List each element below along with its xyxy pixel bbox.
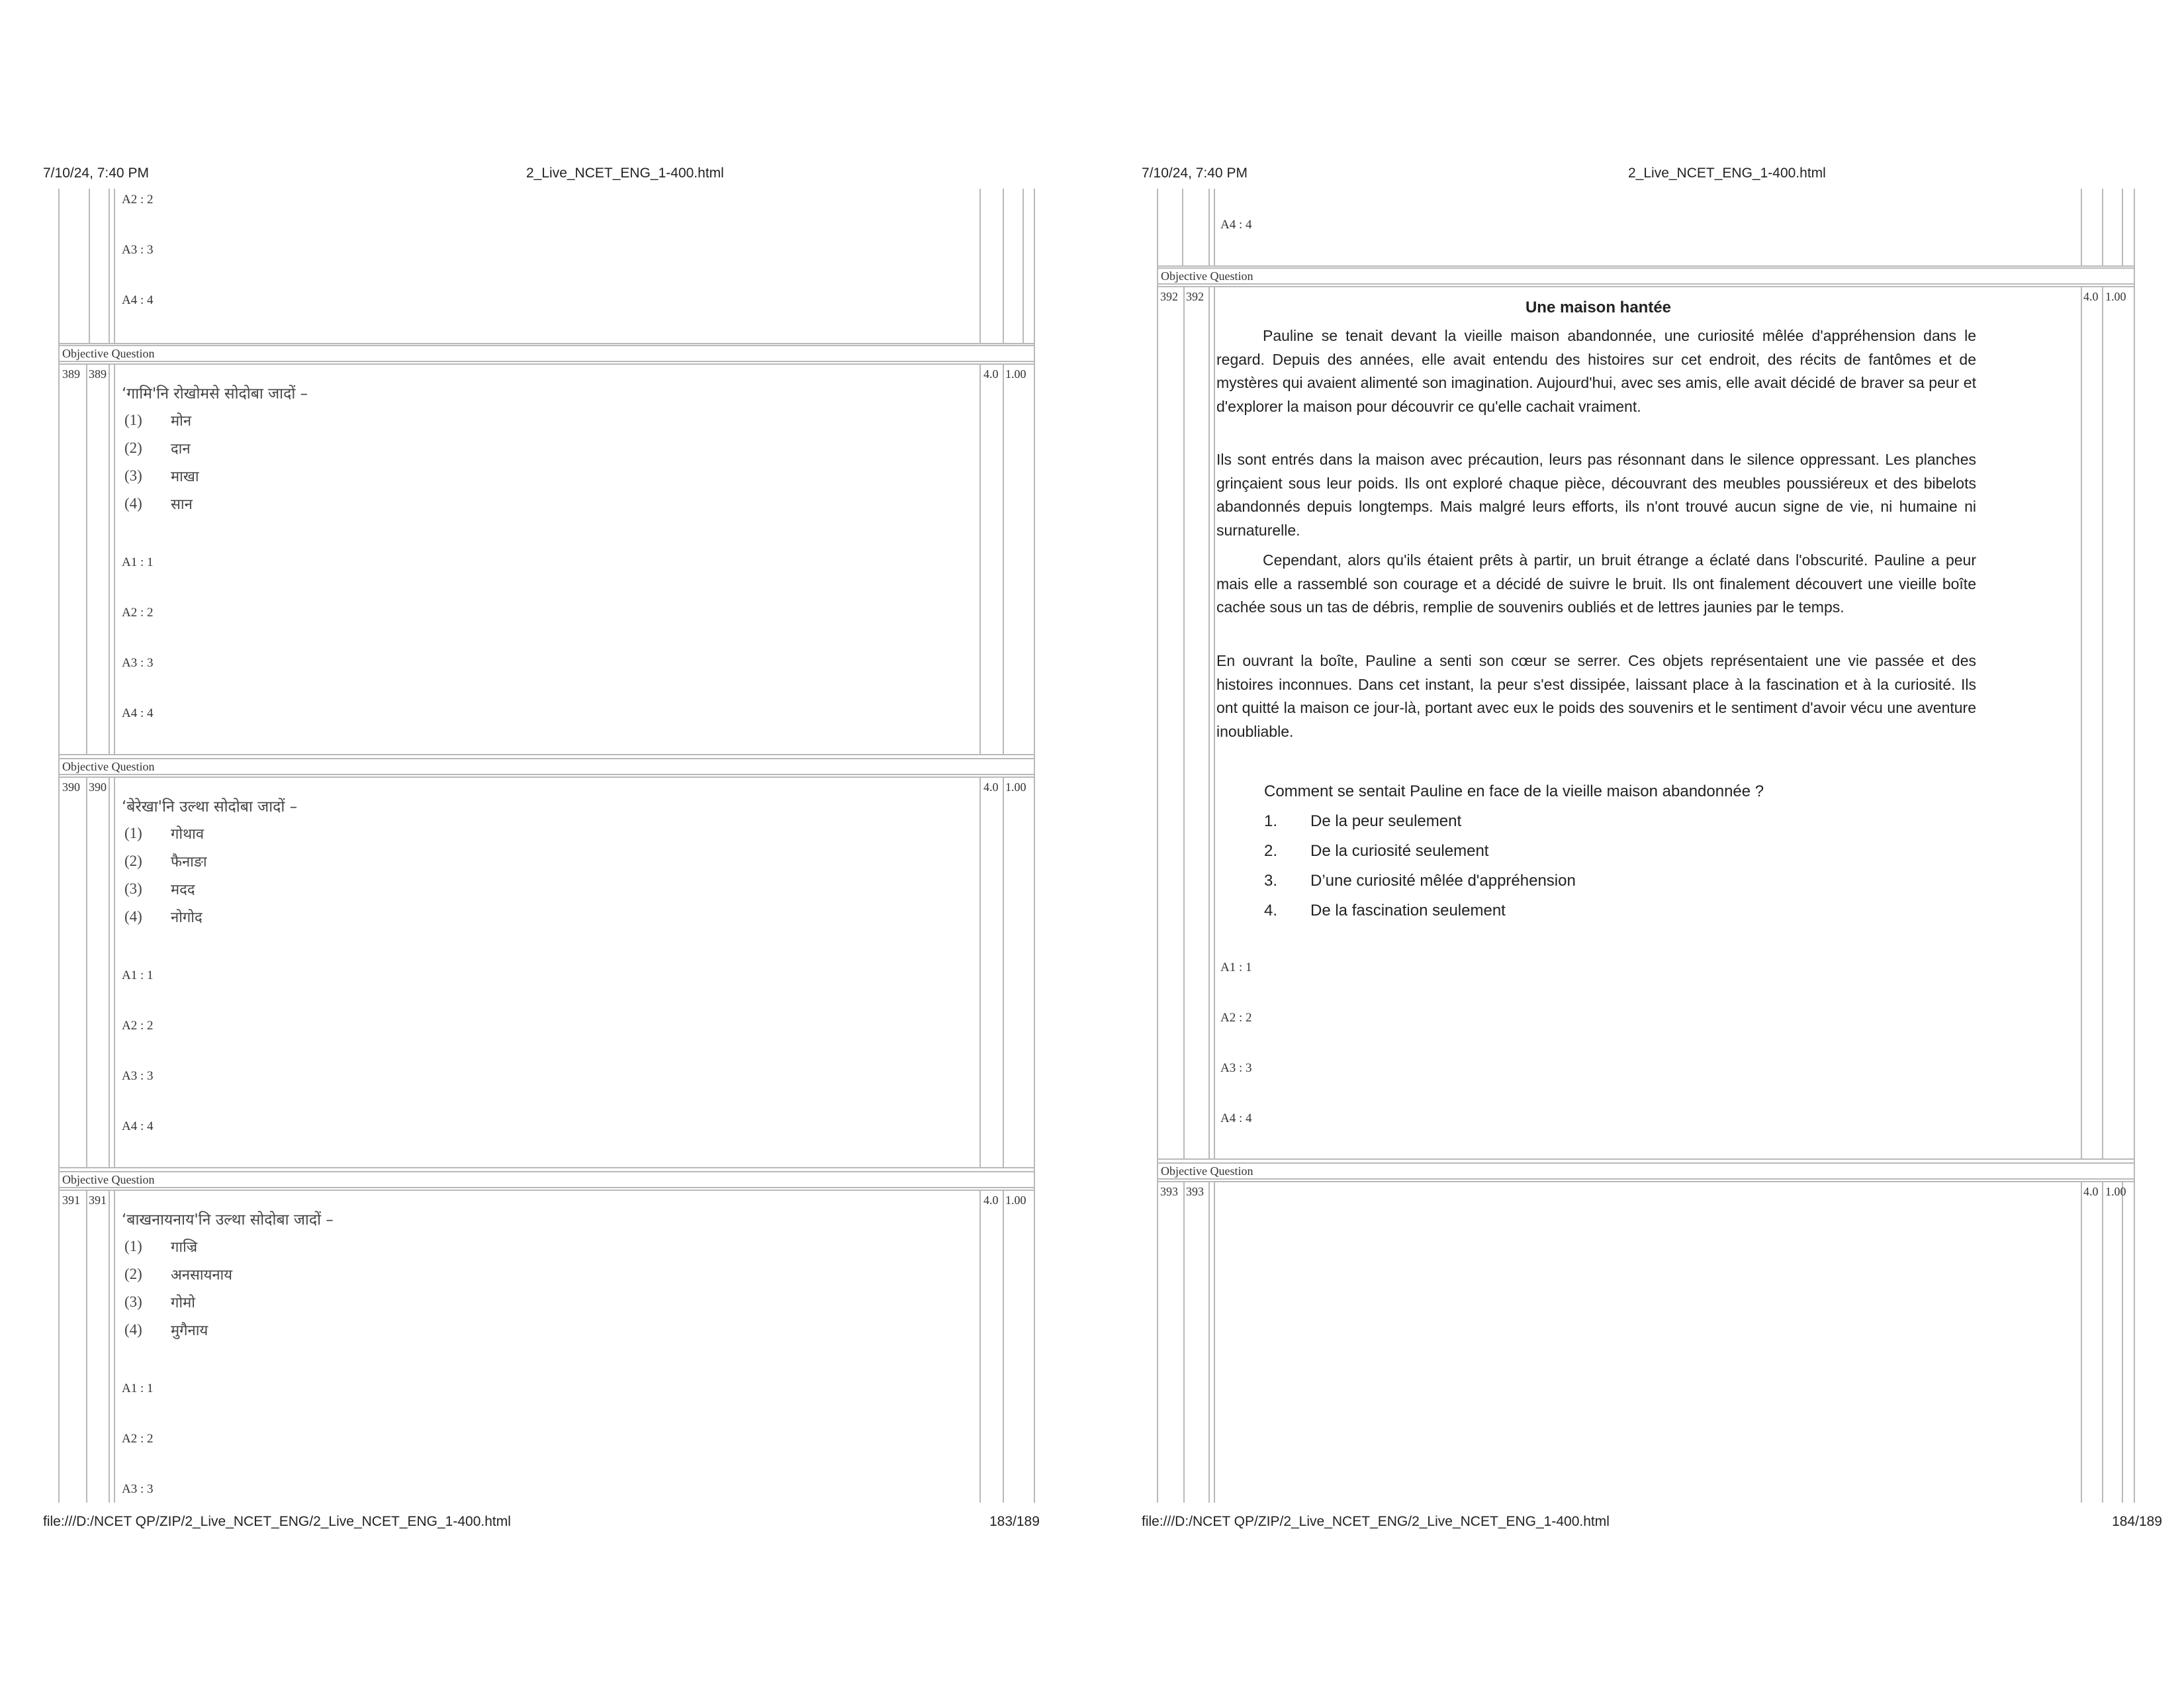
option-text: अनसायनाय xyxy=(171,1267,233,1284)
question-type-row xyxy=(1157,1162,2135,1180)
answer-label: A1 : 1 xyxy=(122,555,154,569)
table-border xyxy=(1214,189,1215,267)
question-marks: 4.0 xyxy=(983,1194,999,1207)
question-marks: 4.0 xyxy=(983,780,999,794)
table-border xyxy=(979,1190,981,1503)
table-border xyxy=(1157,265,2135,267)
table-border xyxy=(2102,286,2103,1160)
option-number: (4) xyxy=(124,908,142,925)
answer-label: A4 : 4 xyxy=(1220,218,1252,232)
page-header-title: 2_Live_NCET_ENG_1-400.html xyxy=(526,165,724,181)
answer-label: A4 : 4 xyxy=(122,706,154,720)
table-border xyxy=(109,363,110,755)
table-border xyxy=(114,776,115,1168)
table-border xyxy=(109,1190,110,1503)
question-type-row xyxy=(1157,267,2135,285)
table-border xyxy=(1003,1190,1004,1503)
option-number: 3. xyxy=(1264,872,1278,890)
answer-label: A1 : 1 xyxy=(122,968,154,982)
option-number: (2) xyxy=(124,853,142,869)
table-border xyxy=(89,189,90,344)
table-border xyxy=(979,776,981,1168)
table-border xyxy=(1183,286,1185,1160)
question-negative-marks: 1.00 xyxy=(2105,290,2126,303)
option-number: (4) xyxy=(124,1321,142,1338)
option-number: (2) xyxy=(124,440,142,456)
question-id: 389 xyxy=(89,367,107,381)
option-number: 4. xyxy=(1264,902,1278,919)
passage-title: Une maison hantée xyxy=(1525,299,1672,316)
question-number: 390 xyxy=(62,780,80,794)
question-row xyxy=(58,363,1035,755)
answer-label: A3 : 3 xyxy=(122,1069,154,1083)
question-type-row xyxy=(58,1171,1035,1188)
question-marks: 4.0 xyxy=(2083,290,2099,303)
table-border xyxy=(58,1190,1035,1191)
answer-label: A2 : 2 xyxy=(122,1432,154,1446)
question-type-label: Objective Question xyxy=(62,1173,155,1186)
question-marks: 4.0 xyxy=(983,367,999,381)
table-border xyxy=(1003,776,1004,1168)
option-text: De la fascination seulement xyxy=(1310,902,1506,919)
option-text: मदद xyxy=(171,882,195,898)
option-text: गोथाव xyxy=(171,826,205,843)
table-border xyxy=(58,343,1035,344)
question-text: ‘गामि'नि रोखोमसे सोदोबा जादों – xyxy=(122,385,308,402)
answer-label: A3 : 3 xyxy=(122,1482,154,1496)
table-border xyxy=(2081,189,2082,267)
question-type-label: Objective Question xyxy=(62,760,155,773)
page-footer-number: 183/189 xyxy=(989,1514,1040,1529)
question-type-label: Objective Question xyxy=(1161,269,1253,283)
question-marks: 4.0 xyxy=(2083,1185,2099,1198)
table-border xyxy=(979,363,981,755)
option-text: नोगोद xyxy=(171,910,203,926)
table-border xyxy=(114,363,115,755)
passage-paragraph: Ils sont entrés dans la maison avec précaution, leurs pas résonnant dans le silence oppressant. Les planches grinçaient sous leur poids. Ils ont exploré chaque pièce, découvrant des meubles poussiéreux et des bibelots abandonnés depuis longtemps. Mais malgré leurs efforts, ils n'ont trouvé aucun signe de vie, ni humaine ni surnaturelle. xyxy=(1216,451,1976,539)
question-number: 389 xyxy=(62,367,80,381)
question-negative-marks: 1.00 xyxy=(1005,1194,1026,1207)
option-number: (2) xyxy=(124,1266,142,1282)
table-border xyxy=(1208,1181,1210,1503)
option-number: (1) xyxy=(124,412,142,428)
option-number: (1) xyxy=(124,1238,142,1254)
table-border xyxy=(2122,189,2123,267)
option-number: (3) xyxy=(124,467,142,484)
question-number: 393 xyxy=(1160,1185,1178,1198)
answer-label: A1 : 1 xyxy=(122,1382,154,1395)
passage-paragraph: Pauline se tenait devant la vieille maison abandonnée, une curiosité mêlée d'appréhension dans le regard. Depuis des années, elle avait entendu des histoires sur cet endroit, des récits de fantômes et de mystères qui avaient alimenté son imagination. Aujourd'hui, avec ses amis, elle avait décidé de braver sa peur et d'explorer la maison pour découvrir ce qu'elle cachait vraiment. xyxy=(1216,327,1976,415)
table-border xyxy=(109,776,110,1168)
question-number: 392 xyxy=(1160,290,1178,303)
answer-label: A3 : 3 xyxy=(1220,1061,1252,1075)
answer-label: A2 : 2 xyxy=(122,193,154,207)
table-border xyxy=(86,776,87,1168)
question-negative-marks: 1.00 xyxy=(1005,780,1026,794)
answer-label: A2 : 2 xyxy=(122,606,154,620)
table-border xyxy=(114,1190,115,1503)
page-footer-number: 184/189 xyxy=(2112,1514,2162,1529)
passage-paragraph: En ouvrant la boîte, Pauline a senti son cœur se serrer. Ces objets représentaient une vie passée et des histoires inconnues. Dans cet instant, la peur s'est dissipée, laissant place à la fascination et à la curiosité. Ils ont quitté la maison ce jour-là, portant avec eux le poids des souvenirs et le sentiment d'avoir vécu une aventure inoubliable. xyxy=(1216,652,1976,740)
option-text: माखा xyxy=(171,469,199,485)
question-type-label: Objective Question xyxy=(62,347,155,360)
answer-label: A3 : 3 xyxy=(122,243,154,257)
page-header-datetime: 7/10/24, 7:40 PM xyxy=(43,165,149,181)
option-number: (1) xyxy=(124,825,142,841)
table-border xyxy=(1214,286,1215,1160)
table-border xyxy=(86,363,87,755)
page-footer-path: file:///D:/NCET QP/ZIP/2_Live_NCET_ENG/2_Live_NCET_ENG_1-400.html xyxy=(43,1514,511,1529)
answer-label: A4 : 4 xyxy=(122,1119,154,1133)
option-text: De la peur seulement xyxy=(1310,812,1462,830)
question-type-label: Objective Question xyxy=(1161,1164,1253,1178)
option-text: दान xyxy=(171,441,191,457)
question-id: 391 xyxy=(89,1194,107,1207)
option-text: फैनाङा xyxy=(171,854,207,870)
table-border xyxy=(1183,1181,1185,1503)
answer-label: A2 : 2 xyxy=(122,1019,154,1033)
option-text: मोन xyxy=(171,413,192,430)
page-footer-path: file:///D:/NCET QP/ZIP/2_Live_NCET_ENG/2_Live_NCET_ENG_1-400.html xyxy=(1142,1514,1610,1529)
table-border xyxy=(2081,1181,2082,1503)
page-header-datetime: 7/10/24, 7:40 PM xyxy=(1142,165,1248,181)
option-text: गोमो xyxy=(171,1295,195,1311)
answer-label: A3 : 3 xyxy=(122,656,154,670)
table-border xyxy=(2102,1181,2103,1503)
page-header-title: 2_Live_NCET_ENG_1-400.html xyxy=(1628,165,1826,181)
table-border xyxy=(1182,189,1183,267)
table-border xyxy=(1208,189,1210,267)
option-number: (3) xyxy=(124,880,142,897)
table-border xyxy=(1003,363,1004,755)
table-border xyxy=(1157,1181,2135,1182)
option-number: (4) xyxy=(124,495,142,512)
question-row xyxy=(58,776,1035,1168)
option-text: D’une curiosité mêlée d'appréhension xyxy=(1310,872,1576,890)
table-border xyxy=(1214,1181,1215,1503)
question-type-row xyxy=(58,345,1035,362)
table-border xyxy=(2102,189,2103,267)
question-text: Comment se sentait Pauline en face de la vieille maison abandonnée ? xyxy=(1264,782,1764,800)
question-id: 392 xyxy=(1186,290,1204,303)
question-negative-marks: 1.00 xyxy=(2105,1185,2126,1198)
table-border xyxy=(2081,286,2082,1160)
passage-paragraph: Cependant, alors qu'ils étaient prêts à partir, un bruit étrange a éclaté dans l'obscurité. Pauline a peur mais elle a rassemblé son courage et a décidé de suivre le bruit. Ils ont finalement découvert une vieille boîte cachée sous un tas de débris, remplie de souvenirs oubliés et de lettres jaunies par le temps. xyxy=(1216,551,1976,616)
question-id: 393 xyxy=(1186,1185,1204,1198)
question-number: 391 xyxy=(62,1194,80,1207)
option-text: गाज्रि xyxy=(171,1239,198,1256)
table-border xyxy=(114,189,115,344)
answer-label: A2 : 2 xyxy=(1220,1011,1252,1025)
table-border xyxy=(86,1190,87,1503)
option-number: 2. xyxy=(1264,842,1278,860)
question-text: ‘बाखनायनाय'नि उल्था सोदोबा जादों – xyxy=(122,1211,334,1229)
option-text: De la curiosité seulement xyxy=(1310,842,1489,860)
question-negative-marks: 1.00 xyxy=(1005,367,1026,381)
table-border xyxy=(979,189,981,344)
option-text: सान xyxy=(171,496,193,513)
table-border xyxy=(2122,1181,2123,1503)
table-border xyxy=(1003,189,1004,344)
answer-label: A4 : 4 xyxy=(1220,1111,1252,1125)
question-id: 390 xyxy=(89,780,107,794)
question-text: ‘बेरेखा'नि उल्था सोदोबा जादों – xyxy=(122,798,298,816)
option-number: 1. xyxy=(1264,812,1278,830)
answer-label: A4 : 4 xyxy=(122,293,154,307)
table-border xyxy=(1023,189,1024,344)
answer-label: A1 : 1 xyxy=(1220,961,1252,974)
table-border xyxy=(109,189,110,344)
table-border xyxy=(1208,286,1210,1160)
question-type-row xyxy=(58,758,1035,775)
option-number: (3) xyxy=(124,1293,142,1310)
option-text: मुगैनाय xyxy=(171,1323,208,1339)
